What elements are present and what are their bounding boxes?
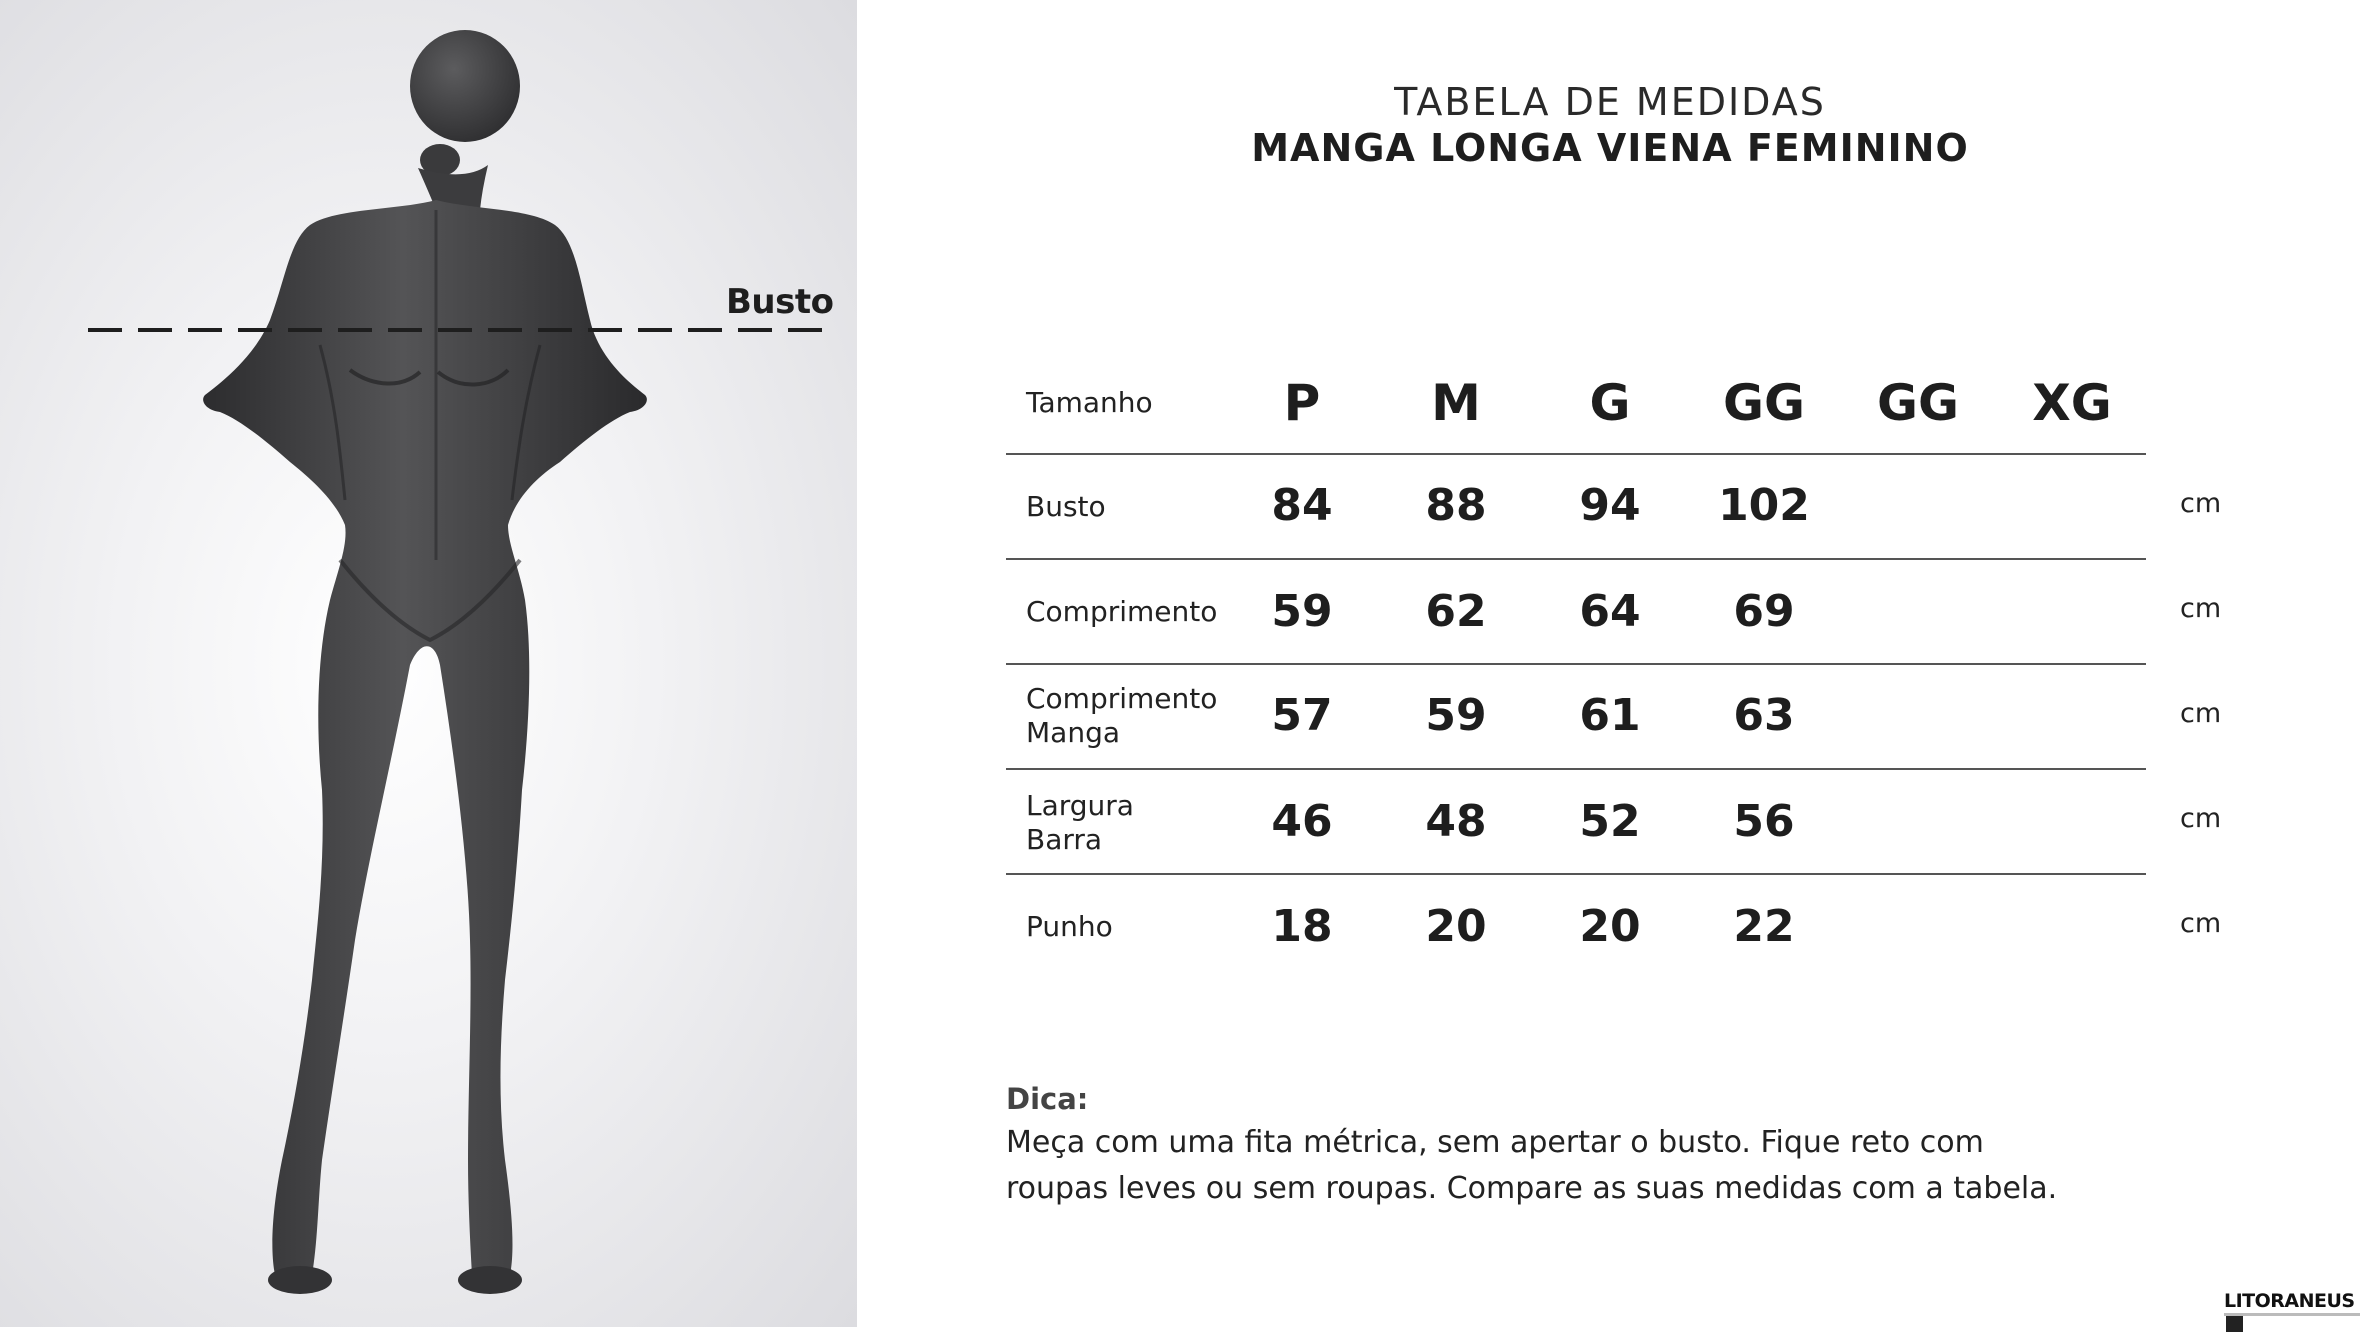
value-comprimento-gg: 69	[1733, 586, 1795, 637]
size-g: G	[1589, 374, 1631, 432]
size-p: P	[1283, 374, 1321, 432]
value-comprimento-g: 64	[1579, 586, 1641, 637]
brand-tagline-bar	[2224, 1313, 2360, 1316]
row-divider	[1006, 768, 2146, 770]
value-barra-g: 52	[1579, 796, 1641, 847]
value-comprimento-p: 59	[1271, 586, 1333, 637]
value-punho-gg: 22	[1733, 901, 1795, 952]
brand-logo-text: LITORANEUS	[2224, 1290, 2355, 1312]
tip-text	[1006, 1120, 2206, 1212]
row-label-largura-barra: Largura Barra	[1026, 789, 1134, 856]
row-label-punho: Punho	[1026, 910, 1113, 943]
value-manga-g: 61	[1579, 690, 1641, 741]
value-comprimento-m: 62	[1425, 586, 1487, 637]
value-busto-m: 88	[1425, 480, 1487, 531]
size-gg-2: GG	[1876, 374, 1960, 432]
unit-manga: cm	[2180, 698, 2222, 729]
tip-line-1: Meça com uma fita métrica, sem apertar o busto. Fique reto com	[1006, 1125, 1984, 1160]
size-xg: XG	[2032, 374, 2112, 432]
value-manga-p: 57	[1271, 690, 1333, 741]
value-barra-p: 46	[1271, 796, 1333, 847]
value-barra-m: 48	[1425, 796, 1487, 847]
size-header-label: Tamanho	[1026, 386, 1153, 419]
value-manga-m: 59	[1425, 690, 1487, 741]
row-label-comprimento: Comprimento	[1026, 595, 1218, 628]
value-punho-p: 18	[1271, 901, 1333, 952]
row-divider	[1006, 453, 2146, 455]
row-divider	[1006, 873, 2146, 875]
row-divider	[1006, 558, 2146, 560]
row-divider	[1006, 663, 2146, 665]
unit-punho: cm	[2180, 908, 2222, 939]
tip-line-2: roupas leves ou sem roupas. Compare as suas medidas com a tabela.	[1006, 1171, 2058, 1206]
brand-logo-mark-icon	[2226, 1315, 2243, 1332]
value-busto-g: 94	[1579, 480, 1641, 531]
value-busto-p: 84	[1271, 480, 1333, 531]
figure-panel	[0, 0, 857, 1327]
value-punho-m: 20	[1425, 901, 1487, 952]
unit-comprimento: cm	[2180, 593, 2222, 624]
value-barra-gg: 56	[1733, 796, 1795, 847]
size-gg: GG	[1722, 374, 1806, 432]
value-punho-g: 20	[1579, 901, 1641, 952]
unit-barra: cm	[2180, 803, 2222, 834]
tip-label: Dica:	[1006, 1082, 1089, 1116]
row-label-busto: Busto	[1026, 490, 1106, 523]
product-title: MANGA LONGA VIENA FEMININO	[1251, 126, 1969, 170]
page-title: TABELA DE MEDIDAS	[1394, 80, 1826, 124]
value-busto-gg: 102	[1718, 480, 1810, 531]
unit-busto: cm	[2180, 488, 2222, 519]
row-label-comprimento-manga: Comprimento Manga	[1026, 682, 1218, 749]
brand-logo	[2224, 1290, 2363, 1334]
mannequin-illustration	[0, 0, 857, 1327]
size-m: M	[1431, 374, 1481, 432]
bust-label: Busto	[726, 282, 834, 322]
value-manga-gg: 63	[1733, 690, 1795, 741]
